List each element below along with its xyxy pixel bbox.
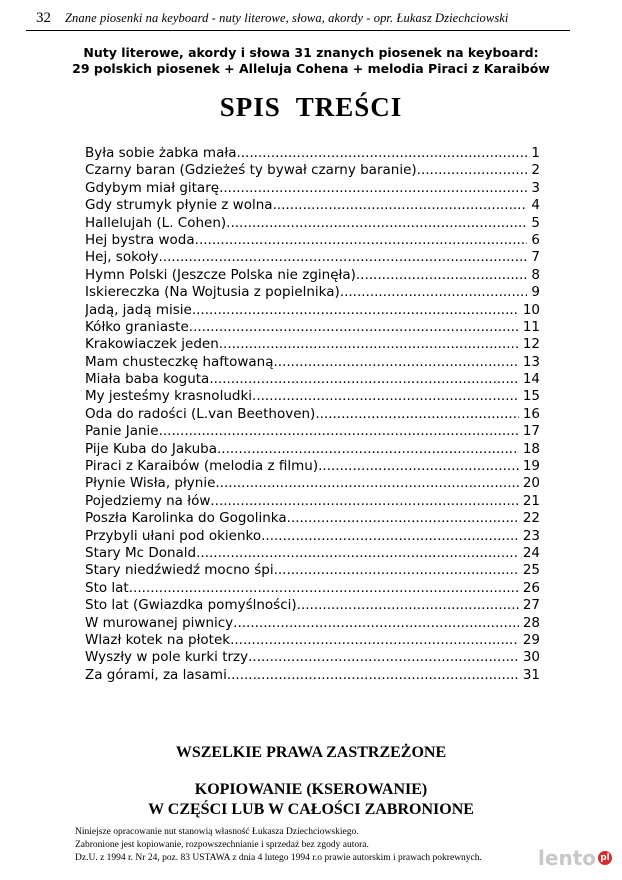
toc-entry-title: Hallelujah (L. Cohen) [85,214,227,231]
toc-entry [85,162,540,179]
toc-entry-title: Mam chusteczkę haftowaną [85,353,274,370]
toc-entry-title: Poszła Karolinka do Gogolinka [85,510,287,527]
running-header-text: Znane piosenki na keyboard - nuty literowe, słowa, akordy - opr. Łukasz Dziechciowski [65,11,509,25]
watermark-suffix-badge: pl [598,851,612,865]
toc-entry [85,302,540,319]
toc-entry-title: Oda do radości (L.van Beethoven) [85,405,316,422]
toc-entry-page: 16 [522,405,540,422]
toc-entry [85,632,540,649]
page-number: 32 [36,10,51,26]
toc-entry-page: 20 [522,475,540,492]
toc-entry [85,423,540,440]
toc-entry [85,510,540,527]
toc-entry-title: Wyszły w pole kurki trzy [85,649,249,666]
toc-dot-leader [189,319,519,336]
toc-entry-title: Przybyli ułani pod okienko [85,527,262,544]
copy-prohibited-heading [0,780,622,820]
toc-entry-title: Krakowiaczek jeden [85,336,219,353]
toc-entry [85,580,540,597]
toc-entry-page: 24 [522,544,540,561]
toc-entry [85,197,540,214]
toc-entry-page: 17 [522,423,540,440]
toc-dot-leader [230,632,519,649]
copyright-notice [75,826,615,865]
toc-entry-title: My jesteśmy krasnoludki [85,388,253,405]
page-header [26,10,570,31]
toc-dot-leader [159,249,528,266]
toc-entry-title: Pojedziemy na łów [85,492,211,509]
toc-entry [85,562,540,579]
toc-dot-leader [195,232,528,249]
toc-entry [85,354,540,371]
toc-entry-page: 22 [522,510,540,527]
toc-entry-page: 3 [531,179,540,196]
toc-entry-page: 11 [522,318,540,335]
toc-dot-leader [215,475,518,492]
toc-dot-leader [129,580,519,597]
toc-entry-title: Gdy strumyk płynie z wolna [85,197,273,214]
intro-line-1: Nuty literowe, akordy i słowa 31 znanych piosenek na keyboard: [83,45,539,60]
toc-entry-page: 13 [522,353,540,370]
toc-entry-title: Gdybym miał gitarę [85,179,220,196]
toc-entry-page: 19 [522,458,540,475]
toc-entry-title: Piraci z Karaibów (melodia z filmu) [85,458,319,475]
toc-entry [85,649,540,666]
toc-dot-leader [274,354,519,371]
toc-entry-page: 8 [531,266,540,283]
toc-dot-leader [287,510,519,527]
toc-entry-page: 12 [522,336,540,353]
toc-dot-leader [233,615,519,632]
toc-entry [85,458,540,475]
toc-entry-page: 26 [522,579,540,596]
toc-entry-title: Jadą, jadą misie [85,301,192,318]
toc-entry-title: Kółko graniaste [85,318,189,335]
toc-entry-page: 27 [522,597,540,614]
toc-dot-leader [227,667,519,684]
toc-entry-title: Stary niedźwiedź mocno śpi [85,562,274,579]
toc-entry [85,371,540,388]
toc-entry-title: Iskiereczka (Na Wojtusia z popielnika) [85,284,340,301]
toc-entry [85,441,540,458]
toc-dot-leader [318,458,519,475]
watermark-brand: lento [538,846,596,870]
toc-dot-leader [219,336,519,353]
toc-entry-page: 10 [522,301,540,318]
toc-entry-page: 21 [522,492,540,509]
toc-entry [85,388,540,405]
toc-entry-page: 18 [522,440,540,457]
toc-entry-title: Hej bystra woda [85,231,195,248]
toc-dot-leader [209,371,518,388]
toc-entry [85,215,540,232]
toc-entry-title: Hej, sokoły [85,249,159,266]
toc-entry [85,667,540,684]
toc-dot-leader [192,302,519,319]
toc-entry-title: Pije Kuba do Jakuba [85,440,217,457]
toc-entry-page: 5 [531,214,540,231]
toc-entry [85,597,540,614]
toc-entry-title: Czarny baran (Gdzieżeś ty bywał czarny baranie) [85,162,417,179]
toc-entry-page: 9 [531,284,540,301]
table-of-contents [85,145,540,684]
toc-entry-title: Stary Mc Donald [85,544,197,561]
toc-entry-page: 4 [531,197,540,214]
toc-entry [85,493,540,510]
toc-entry [85,528,540,545]
toc-entry-title: Sto lat [85,579,129,596]
toc-entry [85,180,540,197]
toc-entry-title: Panie Janie [85,423,159,440]
toc-dot-leader [297,597,519,614]
toc-dot-leader [274,562,519,579]
toc-dot-leader [356,267,528,284]
toc-dot-leader [236,145,527,162]
notice-line-1: Niniejsze opracowanie nut stanowią własność Łukasza Dziechciowskiego. [75,827,359,837]
toc-entry-title: Płynie Wisła, płynie [85,475,216,492]
toc-entry-page: 6 [531,231,540,248]
intro-line-2: 29 polskich piosenek + Alleluja Cohena + melodia Piraci z Karaibów [72,61,550,76]
toc-dot-leader [196,545,519,562]
toc-entry-page: 31 [522,666,540,683]
toc-dot-leader [226,215,527,232]
toc-entry-title: Za górami, za lasami [85,666,227,683]
toc-entry [85,145,540,162]
toc-entry [85,615,540,632]
toc-entry [85,267,540,284]
copy-prohibited-line-2: W CZĘŚCI LUB W CAŁOŚCI ZABRONIONE [148,801,474,818]
toc-entry [85,336,540,353]
toc-dot-leader [210,493,518,510]
toc-entry-page: 29 [522,631,540,648]
toc-dot-leader [315,406,518,423]
toc-dot-leader [248,649,519,666]
toc-dot-leader [261,528,519,545]
toc-entry-page: 1 [531,145,540,161]
toc-dot-leader [159,423,519,440]
toc-entry [85,284,540,301]
toc-entry-title: Wlazł kotek na płotek [85,631,231,648]
toc-dot-leader [217,441,519,458]
toc-entry-title: W murowanej piwnicy [85,614,234,631]
toc-entry-title: Miała baba koguta [85,371,210,388]
toc-dot-leader [273,197,528,214]
toc-dot-leader [340,284,528,301]
rights-reserved-heading: WSZELKIE PRAWA ZASTRZEŻONE [175,744,447,761]
toc-entry-page: 25 [522,562,540,579]
toc-entry-page: 14 [522,371,540,388]
toc-entry [85,545,540,562]
notice-line-2: Zabronione jest kopiowanie, rozpowszechnianie i sprzedaż bez zgody autora. [75,840,369,850]
toc-entry-page: 28 [522,614,540,631]
toc-entry [85,319,540,336]
toc-dot-leader [252,388,519,405]
toc-entry [85,475,540,492]
toc-entry-page: 30 [522,649,540,666]
notice-line-3: Dz.U. z 1994 r. Nr 24, poz. 83 USTAWA z dnia 4 lutego 1994 r.o prawie autorskim i prawach pokrewnych. [75,853,482,863]
toc-entry-page: 15 [522,388,540,405]
toc-dot-leader [417,162,528,179]
toc-entry [85,232,540,249]
copy-prohibited-line-1: KOPIOWANIE (KSEROWANIE) [194,781,428,798]
toc-entry-page: 7 [531,249,540,266]
toc-dot-leader [219,180,527,197]
toc-entry [85,249,540,266]
toc-entry-page: 2 [531,162,540,179]
intro-heading [0,45,622,77]
toc-entry [85,406,540,423]
toc-entry-title: Była sobie żabka mała [85,145,237,161]
toc-entry-page: 23 [522,527,540,544]
toc-title: SPIS TREŚCI [219,92,403,122]
watermark-logo [538,846,612,870]
toc-entry-title: Hymn Polski (Jeszcze Polska nie zginęła) [85,266,356,283]
toc-entry-title: Sto lat (Gwiazdka pomyślności) [85,597,297,614]
